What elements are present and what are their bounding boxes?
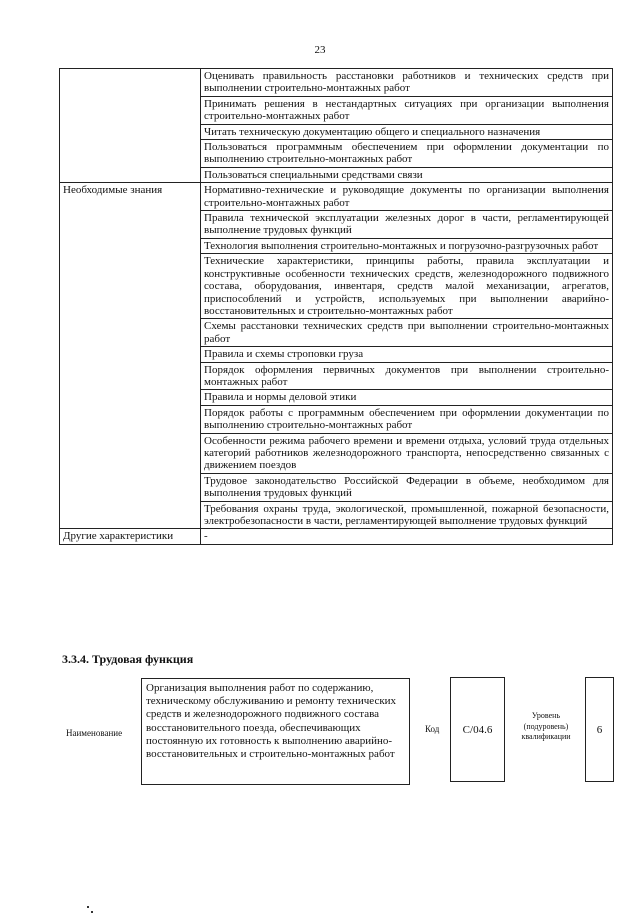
code-label: Код — [425, 724, 440, 734]
level-label-line: квалификации — [521, 732, 571, 741]
knowledge-item: Технические характеристики, принципы работы, правила эксплуатации и конструктивные особенности технических средств, железнодорожного подвижного состава, оборудования, инвентаря, средств малой механизации, агрегатов, приспособлений и устройств, используемых при выполнении аварийно-восстановительных и строительно-монтажных работ — [201, 254, 613, 319]
knowledge-item: Порядок работы с программным обеспечением при оформлении документации по выполнению строительно-монтажных работ — [201, 405, 613, 433]
knowledge-item: Схемы расстановки технических средств при выполнении строительно-монтажных работ — [201, 319, 613, 347]
knowledge-item: Правила и схемы строповки груза — [201, 347, 613, 362]
qualification-level-label — [511, 711, 581, 743]
code-value: С/04.6 — [462, 723, 493, 736]
labor-function-table — [59, 68, 613, 545]
table-row — [60, 69, 613, 97]
other-characteristics-value: - — [201, 529, 613, 544]
code-box — [450, 677, 505, 782]
qualification-level-value: 6 — [596, 723, 603, 736]
table-row — [60, 529, 613, 544]
knowledge-item: Порядок оформления первичных документов при выполнении строительно-монтажных работ — [201, 362, 613, 390]
scan-speck — [87, 906, 89, 908]
knowledge-item: Нормативно-технические и руководящие документы по организации выполнения строительно-монтажных работ — [201, 183, 613, 211]
qualification-level-box — [585, 677, 614, 782]
level-label-line: Уровень — [531, 711, 561, 720]
knowledge-item: Технология выполнения строительно-монтажных и погрузочно-разгрузочных работ — [201, 238, 613, 253]
knowledge-label: Необходимые знания — [63, 184, 163, 197]
section-heading: 3.3.4. Трудовая функция — [62, 652, 194, 666]
knowledge-item: Трудовое законодательство Российской Федерации в объеме, необходимом для выполнения трудовых функций — [201, 473, 613, 501]
page-number: 23 — [314, 44, 326, 56]
skill-item: Пользоваться программным обеспечением при оформлении документации по выполнению строительно-монтажных работ — [201, 140, 613, 168]
skill-item: Оценивать правильность расстановки работников и технических средств при выполнении строительно-монтажных работ — [201, 69, 613, 97]
knowledge-label-cell — [60, 183, 201, 529]
other-characteristics-label: Другие характеристики — [63, 530, 174, 543]
knowledge-item: Правила и нормы деловой этики — [201, 390, 613, 405]
continuation-label-cell — [60, 69, 201, 183]
knowledge-item: Правила технической эксплуатации железных дорог в части, регламентирующей выполнение трудовых функций — [201, 211, 613, 239]
table-row — [60, 183, 613, 211]
skill-item: Принимать решения в нестандартных ситуациях при организации выполнения строительно-монтажных работ — [201, 96, 613, 124]
skill-item: Пользоваться специальными средствами связи — [201, 167, 613, 182]
function-name-box: Организация выполнения работ по содержанию, техническому обслуживанию и ремонту технических средств и железнодорожного подвижного состава восстановительного поезда, обеспечивающих постоянную их готовность к выполнению аварийно-восстановительных и строительно-монтажных работ — [141, 678, 410, 785]
knowledge-item: Требования охраны труда, экологической, промышленной, пожарной безопасности, электробезопасности в части, регламентирующей выполнение трудовых функций — [201, 501, 613, 529]
name-label: Наименование — [66, 728, 123, 738]
scan-speck — [91, 911, 93, 913]
skill-item: Читать техническую документацию общего и специального назначения — [201, 124, 613, 139]
knowledge-item: Особенности режима рабочего времени и времени отдыха, условий труда отдельных категорий работников железнодорожного транспорта, непосредственно связанных с движением поездов — [201, 433, 613, 473]
level-label-line: (подуровень) — [523, 721, 569, 731]
other-label-cell — [60, 529, 201, 544]
